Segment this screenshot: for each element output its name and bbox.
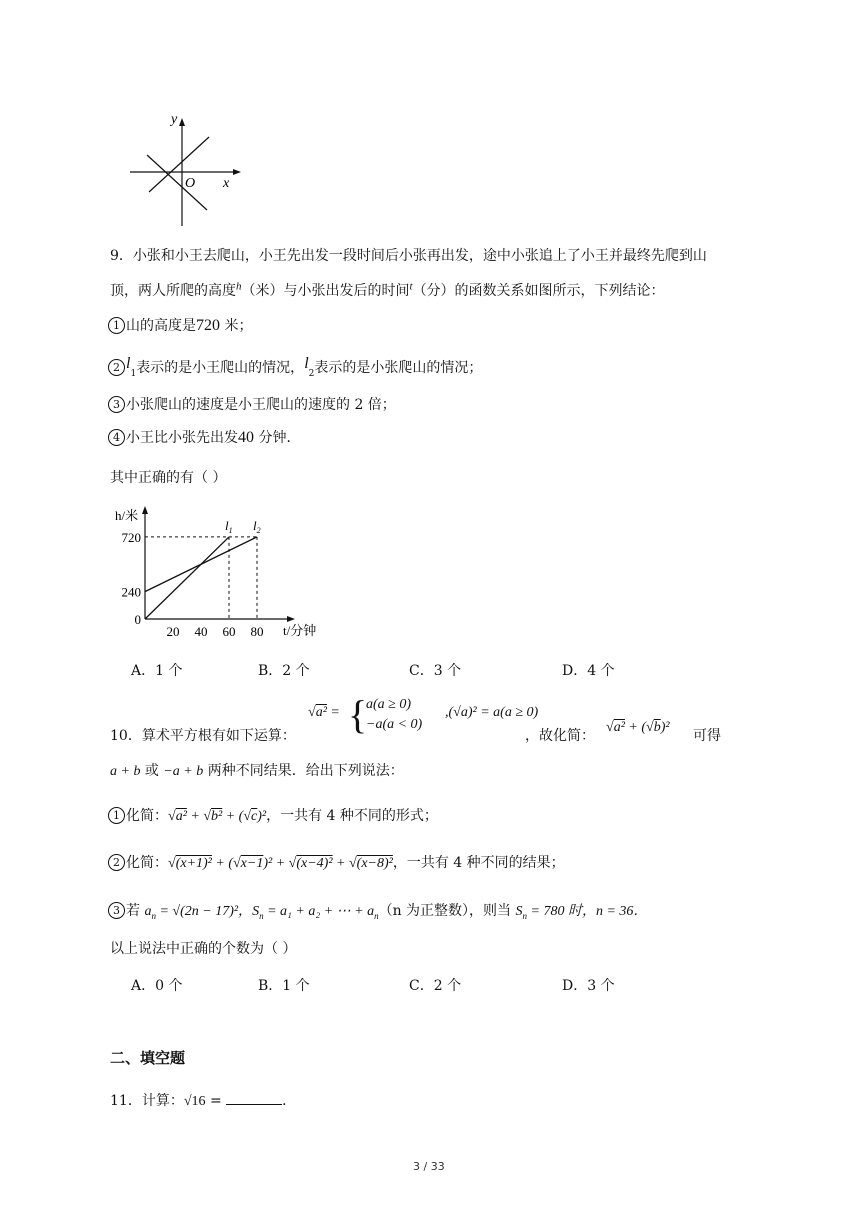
series-line-l1 [145, 537, 229, 619]
q10-line2: a + b 或 −a + b 两种不同结果．给出下列说法： [110, 763, 404, 779]
q11: 11．计算：√16 = ． [110, 1093, 297, 1109]
circled-number: 3 [108, 902, 125, 919]
x-tick-label: 20 [166, 624, 180, 639]
q10-intro: 10．算术平方根有如下运算： [110, 728, 296, 744]
rule-two: ,(√a)² = a(a ≥ 0) [445, 705, 539, 720]
y-axis-arrow [179, 118, 185, 126]
q10-expr-tail: 可得 [693, 728, 721, 744]
q10-option-c: C．2 个 [409, 978, 462, 994]
q9-line1: 9．小张和小王去爬山，小王先出发一段时间后小张再出发，途中小张追上了小王并最终先爬到山 [110, 248, 707, 264]
y-tick-label: 0 [134, 612, 141, 627]
case-bottom: −a(a < 0) [366, 717, 423, 732]
coordinate-graph [125, 110, 245, 230]
q10-statement-1: 1 化简：√a² + √b² + (√c)²，一共有 4 种不同的形式； [108, 805, 438, 825]
q9-prompt: 其中正确的有（ ） [110, 470, 227, 486]
y-tick-label: 720 [121, 529, 141, 545]
page-number: 3 / 33 [413, 1160, 445, 1173]
q9-line2: 顶，两人所爬的高度$^h$（米）与小张出发后的时间$^t$（分）的函数关系如图所示，下列结论： [110, 280, 665, 299]
answer-blank[interactable] [226, 1092, 282, 1105]
y-axis-arrow [142, 506, 148, 514]
circled-number: 1 [108, 807, 125, 824]
line-decreasing [147, 155, 207, 210]
circled-number: 2 [108, 359, 125, 376]
q10-option-a: A．0 个 [131, 978, 183, 994]
q9-option-b: B．2 个 [258, 663, 310, 679]
circled-number: 4 [108, 429, 125, 446]
x-tick-label: 40 [194, 624, 208, 639]
q9-option-d: D．4 个 [562, 663, 615, 679]
var-h: h [236, 280, 242, 293]
chart-y-label: h/米 [115, 508, 139, 523]
x-axis-arrow [287, 616, 295, 622]
q10-mid: ，故化简： [525, 728, 595, 744]
y-tick-label: 240 [121, 584, 141, 600]
y-label: y [171, 112, 178, 127]
q9-statement-3: 3 小张爬山的速度是小王爬山的速度的 2 倍； [108, 394, 396, 414]
case-top: a(a ≥ 0) [366, 697, 412, 712]
q10-option-d: D．3 个 [562, 978, 615, 994]
q9-option-c: C．3 个 [409, 663, 462, 679]
q10-prompt: 以上说法中正确的个数为（ ） [110, 941, 297, 957]
x-axis-arrow [233, 169, 241, 175]
q10-option-b: B．1 个 [258, 978, 310, 994]
origin-label: O [185, 176, 196, 191]
circled-number: 2 [108, 854, 125, 871]
var-t: t [409, 280, 413, 293]
x-tick-label: 80 [250, 624, 264, 639]
x-tick-label: 60 [222, 624, 236, 639]
q9-statement-4: 4 小王比小张先出发40 分钟． [108, 427, 300, 447]
chart-x-label: t/分钟 [283, 623, 317, 638]
circled-number: 1 [108, 317, 125, 334]
section-heading: 二、填空题 [110, 1049, 186, 1067]
q9-statement-1: 1 山的高度是720 米； [108, 315, 252, 335]
q11-expr: √16 [183, 1094, 206, 1109]
q9-statement-2: 2 $l_1$表示的是小王爬山的情况，$l_2$表示的是小张爬山的情况； [108, 357, 482, 379]
q10-statement-2: 2 化简：√(x+1)² + (√x−1)² + √(x−4)² + √(x−8)²，一共有 4 种不同的结果； [108, 852, 565, 872]
q10-statement-3: 3 若 $a_n = √(2n - 17)^2$，$S_n = a_1 + a_2$ + ⋯ + $a_n(n$ 为正整数），则当 $S_n = 780$ 时，n = 36． [108, 900, 647, 921]
series-label-l1: $l_1$ [225, 517, 233, 535]
q9-option-a: A．1 个 [131, 663, 183, 679]
circled-number: 3 [108, 396, 125, 413]
height-time-chart [108, 500, 338, 645]
series-line-l2 [145, 537, 257, 592]
x-label: x [223, 176, 230, 191]
q10-expr: √a² + (√b)² [606, 720, 670, 735]
series-label-l2: $l_2$ [253, 517, 261, 535]
